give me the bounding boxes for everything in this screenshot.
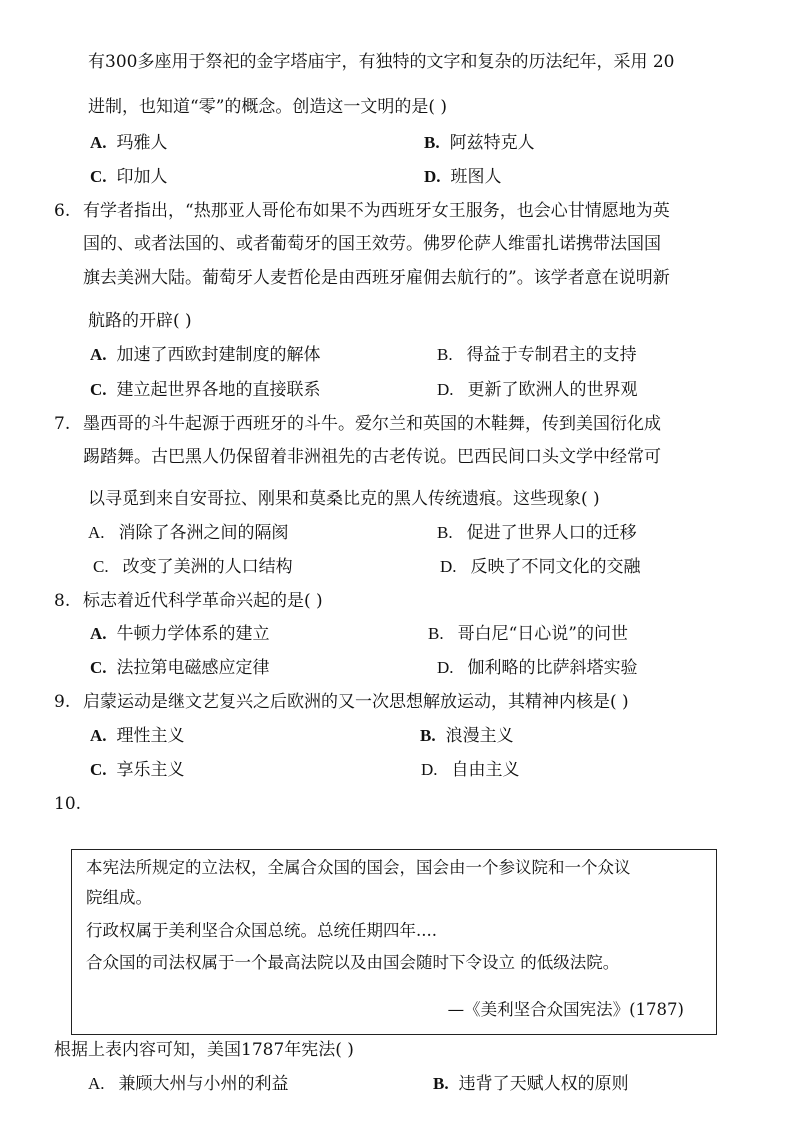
option-text: 浪漫主义 bbox=[445, 726, 514, 746]
q7-option-a bbox=[88, 523, 289, 543]
q10-option-b bbox=[433, 1074, 629, 1094]
q5-option-c bbox=[90, 167, 168, 187]
q6-stem-line-4: 航路的开辟( ) bbox=[88, 311, 192, 331]
option-label: A. bbox=[90, 726, 107, 745]
option-text: 印加人 bbox=[116, 167, 168, 187]
option-text: 更新了欧洲人的世界观 bbox=[467, 380, 638, 400]
q10-stem: 根据上表内容可知，美国1787年宪法( ) bbox=[54, 1040, 354, 1060]
q7-option-b bbox=[437, 523, 637, 543]
q8-number: 8. bbox=[54, 591, 71, 611]
option-label: D. bbox=[424, 167, 441, 186]
option-label: C. bbox=[90, 167, 107, 186]
option-text: 建立起世界各地的直接联系 bbox=[116, 380, 321, 400]
q8-stem: 标志着近代科学革命兴起的是( ) bbox=[83, 591, 323, 611]
q9-number: 9. bbox=[54, 692, 71, 712]
option-text: 违背了天赋人权的原则 bbox=[458, 1074, 629, 1094]
option-label: D. bbox=[440, 557, 457, 576]
option-text: 玛雅人 bbox=[116, 133, 168, 153]
q7-option-c bbox=[93, 557, 293, 577]
option-text: 伽利略的比萨斜塔实验 bbox=[467, 658, 638, 678]
q9-stem: 启蒙运动是继文艺复兴之后欧洲的又一次思想解放运动，其精神内核是( ) bbox=[83, 692, 629, 712]
q9-option-a bbox=[90, 726, 185, 746]
quote-source: —《美利坚合众国宪法》(1787) bbox=[447, 1000, 684, 1019]
option-label: D. bbox=[421, 760, 438, 779]
option-label: A. bbox=[90, 133, 107, 152]
option-text: 改变了美洲的人口结构 bbox=[122, 557, 293, 577]
option-label: A. bbox=[90, 624, 107, 643]
option-label: D. bbox=[437, 380, 454, 399]
q5-option-a bbox=[90, 133, 168, 153]
option-label: B. bbox=[433, 1074, 449, 1093]
quote-line-4: 合众国的司法权属于一个最高法院以及由国会随时下令设立 的低级法院。 bbox=[86, 953, 620, 972]
option-text: 促进了世界人口的迁移 bbox=[466, 523, 637, 543]
option-label: C. bbox=[90, 380, 107, 399]
q6-option-c bbox=[90, 380, 321, 400]
q6-stem-line-1: 有学者指出，“热那亚人哥伦布如果不为西班牙女王服务，也会心甘情愿地为英 bbox=[83, 201, 670, 221]
q6-stem-line-2: 国的、或者法国的、或者葡萄牙的国王效劳。佛罗伦萨人维雷扎诺携带法国国 bbox=[83, 234, 661, 254]
option-label: A. bbox=[90, 345, 107, 364]
option-label: C. bbox=[93, 557, 109, 576]
option-label: B. bbox=[437, 523, 453, 542]
q9-option-b bbox=[420, 726, 514, 746]
option-text: 反映了不同文化的交融 bbox=[470, 557, 641, 577]
q8-option-d bbox=[437, 658, 638, 678]
option-text: 法拉第电磁感应定律 bbox=[116, 658, 270, 678]
option-label: B. bbox=[428, 624, 444, 643]
q6-option-d bbox=[437, 380, 638, 400]
quote-line-1: 本宪法所规定的立法权，全属合众国的国会，国会由一个参议院和一个众议 bbox=[86, 858, 631, 877]
option-label: B. bbox=[424, 133, 440, 152]
quote-line-2: 院组成。 bbox=[86, 888, 152, 907]
option-text: 理性主义 bbox=[116, 726, 185, 746]
option-text: 哥白尼“日心说”的问世 bbox=[457, 624, 628, 644]
q5-stem-line-1: 有300多座用于祭祀的金字塔庙宇，有独特的文字和复杂的历法纪年，采用 20 bbox=[88, 52, 675, 72]
constitution-quote-box bbox=[71, 849, 717, 1035]
q8-option-c bbox=[90, 658, 270, 678]
option-text: 得益于专制君主的支持 bbox=[466, 345, 637, 365]
q10-option-a bbox=[88, 1074, 289, 1094]
q5-option-b bbox=[424, 133, 535, 153]
option-text: 班图人 bbox=[450, 167, 502, 187]
option-text: 加速了西欧封建制度的解体 bbox=[116, 345, 321, 365]
q7-stem-line-1: 墨西哥的斗牛起源于西班牙的斗牛。爱尔兰和英国的木鞋舞，传到美国衍化成 bbox=[83, 414, 661, 434]
q7-stem-line-2: 踢踏舞。古巴黑人仍保留着非洲祖先的古老传说。巴西民间口头文学中经常可 bbox=[83, 447, 661, 467]
option-label: C. bbox=[90, 658, 107, 677]
q6-stem-line-3: 旗去美洲大陆。葡萄牙人麦哲伦是由西班牙雇佣去航行的”。该学者意在说明新 bbox=[83, 268, 670, 288]
option-text: 阿兹特克人 bbox=[449, 133, 535, 153]
option-text: 自由主义 bbox=[451, 760, 520, 780]
q6-option-b bbox=[437, 345, 637, 365]
q8-option-a bbox=[90, 624, 270, 644]
q7-number: 7. bbox=[54, 414, 71, 434]
option-text: 牛顿力学体系的建立 bbox=[116, 624, 270, 644]
q8-option-b bbox=[428, 624, 628, 644]
option-text: 享乐主义 bbox=[116, 760, 185, 780]
q6-number: 6. bbox=[54, 201, 71, 221]
option-text: 兼顾大州与小州的利益 bbox=[118, 1074, 289, 1094]
option-label: A. bbox=[88, 1074, 105, 1093]
q9-option-d bbox=[421, 760, 520, 780]
option-text: 消除了各洲之间的隔阂 bbox=[118, 523, 289, 543]
q7-stem-line-3: 以寻觅到来自安哥拉、刚果和莫桑比克的黑人传统遗痕。这些现象( ) bbox=[88, 489, 600, 509]
q5-option-d bbox=[424, 167, 502, 187]
q7-option-d bbox=[440, 557, 641, 577]
q10-number: 10. bbox=[54, 794, 82, 814]
quote-line-3: 行政权属于美利坚合众国总统。总统任期四年.... bbox=[86, 921, 437, 940]
option-label: B. bbox=[420, 726, 436, 745]
option-label: A. bbox=[88, 523, 105, 542]
option-label: C. bbox=[90, 760, 107, 779]
option-label: D. bbox=[437, 658, 454, 677]
q6-option-a bbox=[90, 345, 321, 365]
q5-stem-line-2: 进制，也知道“零”的概念。创造这一文明的是( ) bbox=[88, 97, 448, 117]
q9-option-c bbox=[90, 760, 185, 780]
option-label: B. bbox=[437, 345, 453, 364]
